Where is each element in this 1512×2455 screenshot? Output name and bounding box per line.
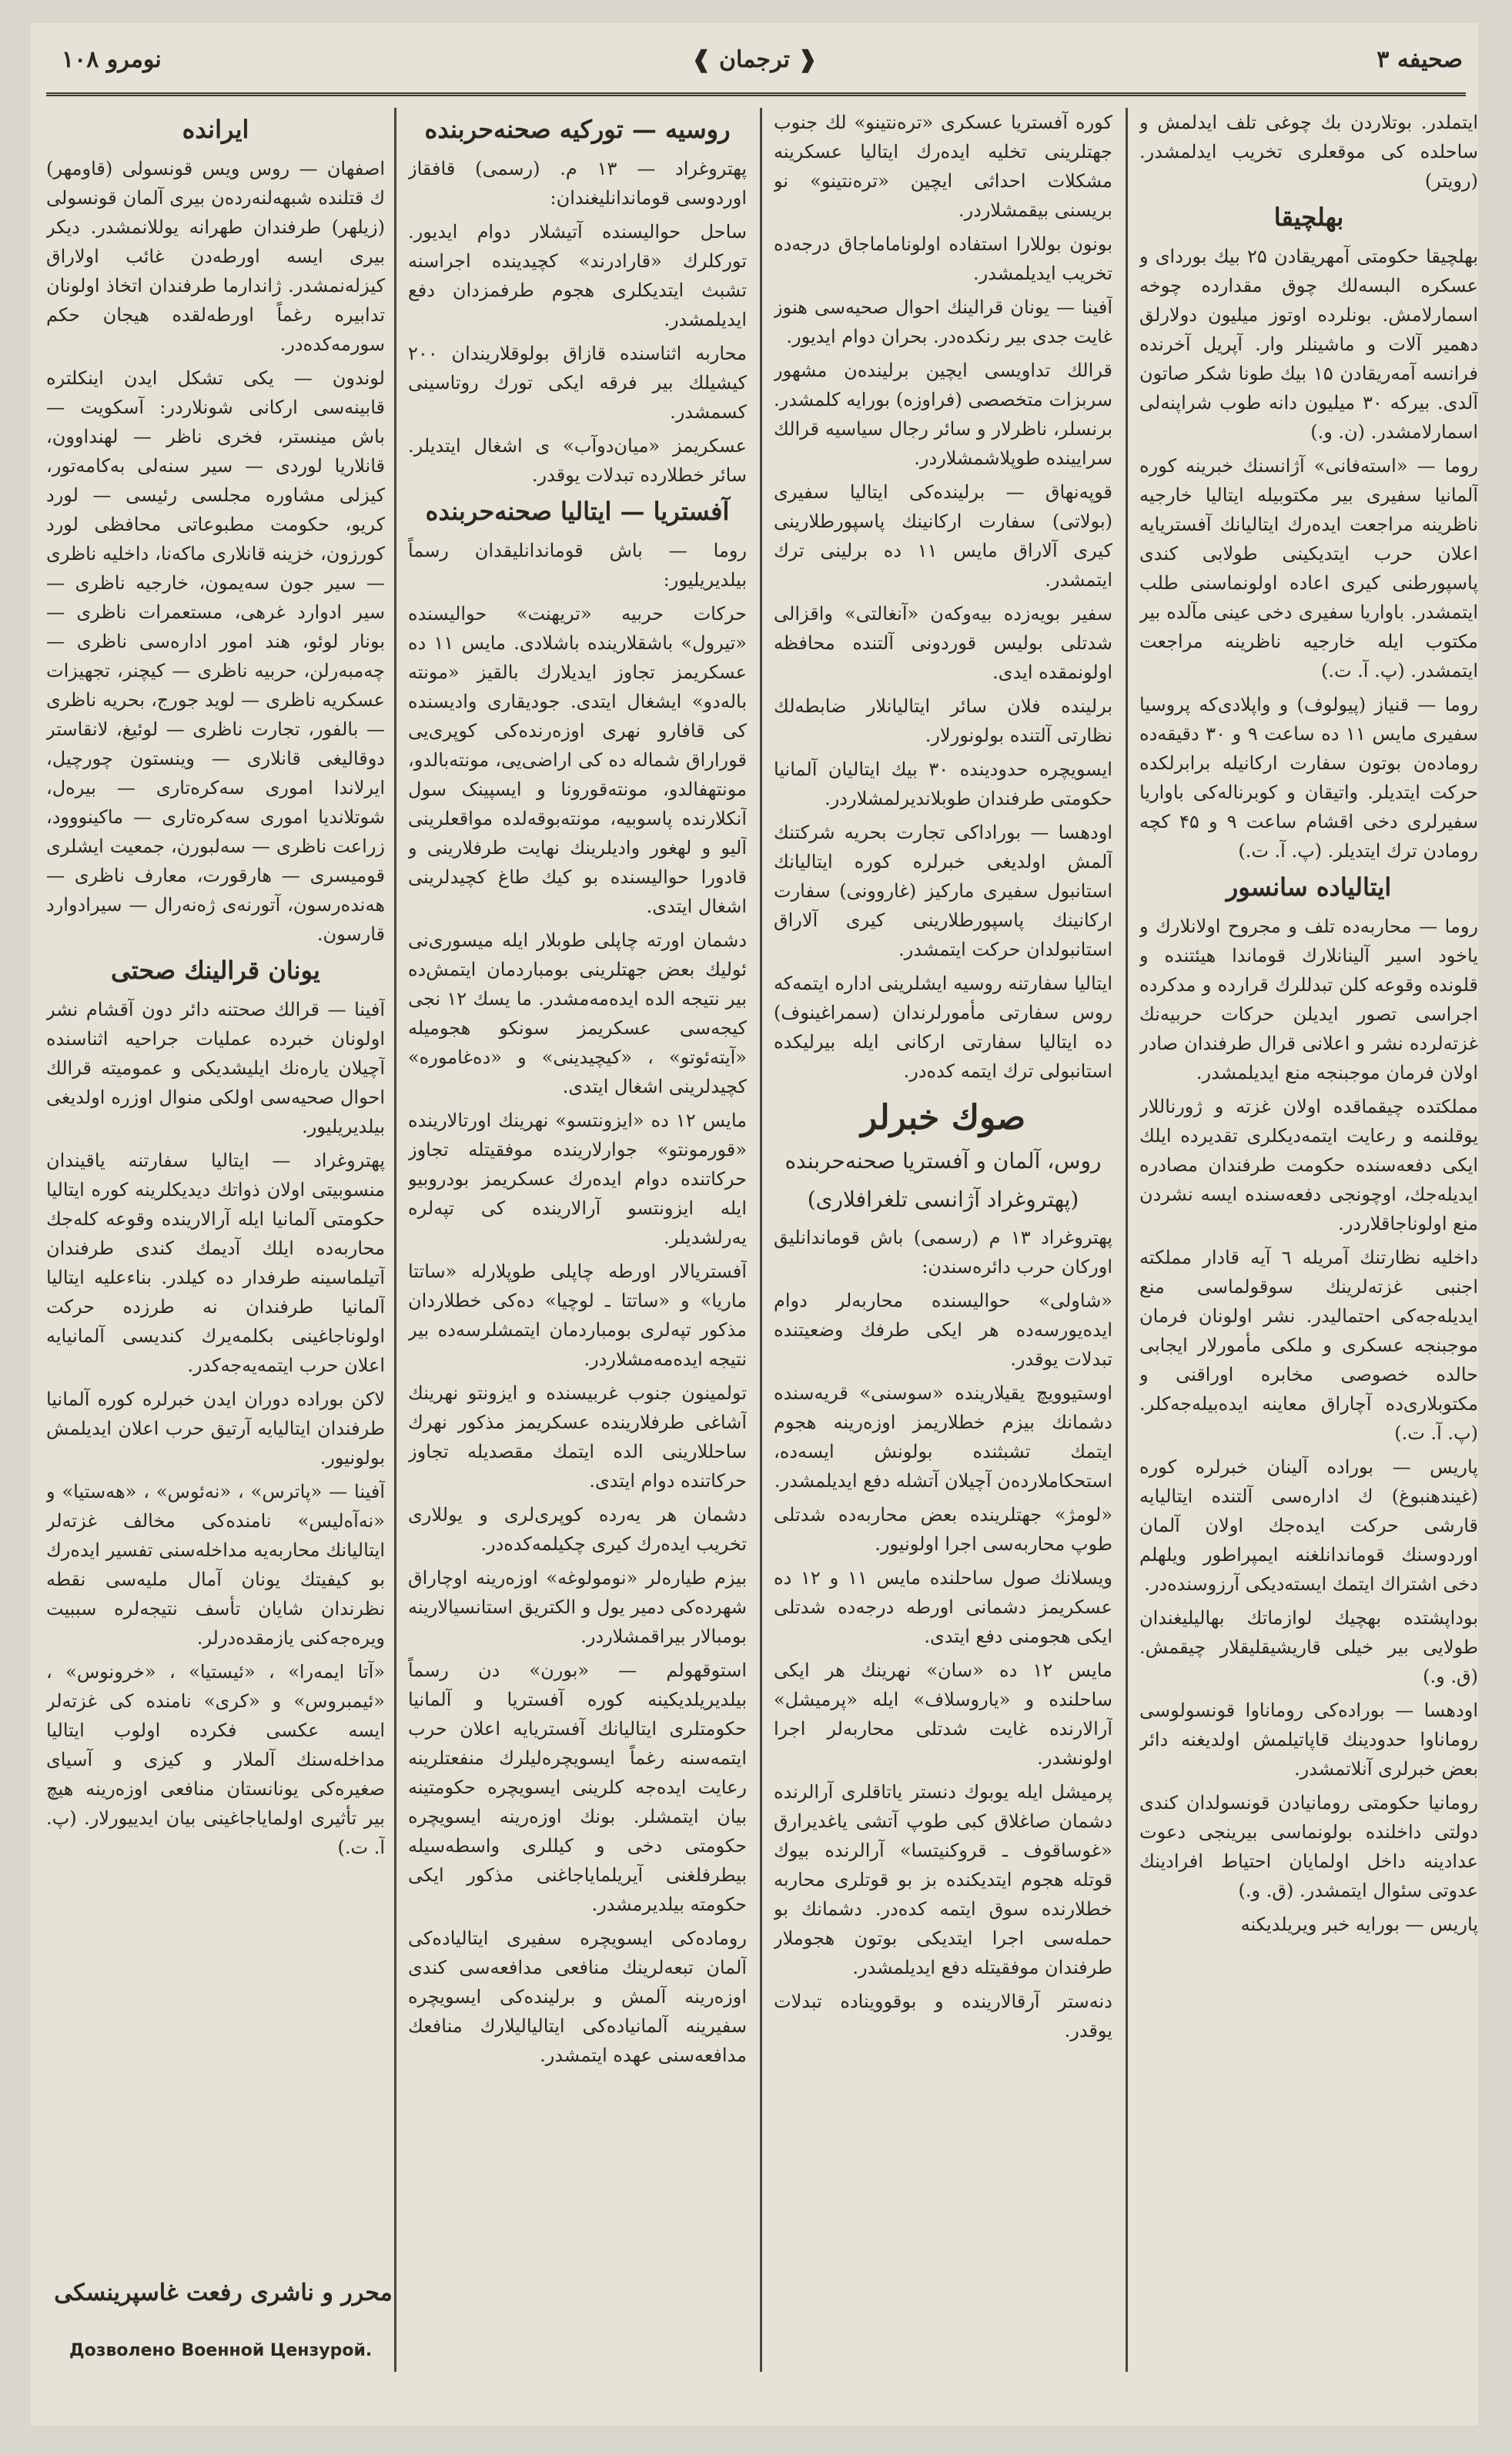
article-heading: ایرانده (182, 115, 249, 144)
paper-name: ترجمان (719, 46, 790, 73)
article-paragraph: برلینده فلان سائر ایتالیانلار ضابطه‌لك نظارتی آلتنده بولونورلار. (774, 695, 1112, 746)
article-paragraph: دشمان هر یه‌رده کوپری‌لری و یوللاری تخریب ایده‌رك کیری چکیلمه‌کده‌در. (408, 1504, 747, 1555)
issue-number: نومرو ١٠٨ (62, 46, 162, 73)
article-paragraph: کوره آفستریا عسکری «تره‌نتینو» لك جنوب جهتلرینی تخلیه ایده‌رك ایتالیا عسکرینه مشکلات احداثی ایچین «تره‌نتینو» نو بریسنی بیقمشلاردر. (774, 112, 1112, 221)
article-paragraph: آفینا — یونان قرالینك احوال صحیه‌سی هنوز غایت جدی بیر رنکده‌در. بحران دوام ایدیور. (774, 296, 1112, 347)
article-paragraph: ویسلانك صول ساحلنده مایس ۱۱ و ۱۲ ده عسکریمز دشمانی اورطه درجه‌ده شدتلی ایکی هجومنی دفع ایتدی. (774, 1567, 1112, 1647)
article-paragraph: پرمیشل ایله یوبوك دنستر یاتاقلری آرالرنده دشمان صاغلاق کبی طوپ آتشی یاغدیرارق «غوساقوف ـ قروکنیتسا» آرالرنده بیوك قوتله هجوم ایتدیکنده بز بو قوتلری محاربه خطلارنده سوق ایتمه کده‌در. دشمانك بو حمله‌سی اجرا ایتدیکی بوتون هجوملار طرفندان موفقیتله دفع ایدیلمشدر. (774, 1781, 1112, 1978)
article-heading: یونان قرالینك صحتی (111, 956, 320, 985)
article-paragraph: روما — باش قوماندانلیقدان رسماً بیلدیریلیور: (408, 540, 747, 591)
article-heading: آفستریا — ایتالیا صحنه‌حربنده (425, 497, 730, 526)
article-paragraph: مایس ۱۲ ده «ایزونتسو» نهرینك اورتالارینده «قورمونتو» جوارلارینده موفقیتله تجاوز حرکاتنده دوام ایده‌رك عسکریمز بودروبیو ایله ایزونتسو آرالارینده کی تپه‌لره یه‌رلشدیلر. (408, 1110, 747, 1248)
article-paragraph: پهتروغراد — ۱۳ م. (رسمی) قافقاز اوردوسی قوماندانلیغندان: (408, 158, 747, 209)
article-paragraph: ایسویچره حدودینده ۳۰ بیك ایتالیان آلمانیا حکومتی طرفندان طوبلاندیرلمشلاردر. (774, 759, 1112, 809)
article-paragraph: اودهسا — بورادا‌کی تجارت بحریه شرکتنك آلمش اولدیغی خبرلره کوره ایتالیانك استانبول سفیری مارکیز (غاروونی) سفارت ارکانینك پاسپورطلارینی کیری آلاراق استانبولدان حرکت ایتمشدر. (774, 822, 1112, 960)
paper-title (691, 46, 817, 73)
section-heading: صوك خبرلر (860, 1098, 1026, 1137)
article-paragraph: «آتا ایمه‌را» ، «ئیستیا» ، «خرونوس» ، «ئیمبروس» و «کری» نامنده کی غزته‌لر ایسه عکسی فکرده اولوب ایتالیا مداخله‌سنك آلملار و کیزی و آسیای صغیره‌کی یونانستان منافعی اوزه‌رینه هیچ بیر تأثیری اولمایاجاغینی بیان ایدییورلار. (پ. آ. ت.) (46, 1661, 385, 1858)
article-paragraph: پهتروغراد ۱۳ م (رسمی) باش قوماندانلیق اورکان حرب دائره‌سندن: (774, 1227, 1112, 1278)
ornament-icon: ❰ (798, 46, 818, 73)
article-paragraph: عسکریمز «میان‌دوآب» ی اشغال ایتدیلر. سائر خطلارده تبدلات یوقدر. (408, 435, 747, 486)
article-paragraph: دنه‌ستر آرقالارینده و بوقوویناده تبدلات یوقدر. (774, 1991, 1112, 2041)
article-paragraph: ساحل حوالیسنده آتیشلار دوام ایدیور. تورکلرك «قارادرند» کچیدینده اجراسنه تشبث ایتدیکلری هجوم طرفمزدان دفع ایدیلمشدر. (408, 221, 747, 330)
article-paragraph: پهتروغراد — ایتالیا سفارتنه یاقیندان منسوبیتی اولان ذواتك دیدیکلرینه کوره ایتالیا حکومتی آلمانیا ایله آرالارینده وقوعه کله‌جك محاربه‌ده ایلك آدیمك کندی طرفندان آتیلماسینه طرفدار ده کیلدر. بناءعلیه ایتالیا آلمانیا طرفندان نه طرزده حرکت اولوناجاغینی بکلمه‌یرك کندیسی آلمانیایه اعلان حرب ایتمه‌یه‌جه‌کدر. (46, 1150, 385, 1376)
masthead-rule (46, 92, 1466, 96)
article-paragraph: اصفهان — روس ویس قونسولی (قاومهر) ك قتلنده شبهه‌لنه‌رده‌ن بیری آلمان قونسولی (زیلهر) طرفندان طهرانه یوللانمشدر. دیکر بیری ایسه اورطه‌دن غائب اولاراق کیزله‌نمشدر. ژاندارما طرفندان اتخاذ اولونان تدابیره رغماً اورطه‌لقده هیجان حکم سورمه‌کده‌در. (46, 158, 385, 355)
censor-line: Дозволено Военной Цензурой. (69, 2341, 373, 2360)
article-paragraph: آفینا — «پاترس» ، «نه‌ئوس» ، «هه‌ستیا» و «نه‌آه‌لیس» نامنده‌کی مخالف غزته‌لر ایتالیانك محاربه‌یه مداخله‌سنی تفسیر ایده‌رك بو کیفیتك یونان آمال ملیه‌سی نقطه‌ نظرندان شایان تأسف نتیجه‌لره سببیت ویره‌جه‌کنی یازمقده‌درلر. (46, 1481, 385, 1649)
article-paragraph: مملکتده چیقماقده اولان غزته و ژورناللار یوقلنمه و رعایت ایتمه‌دیکلری تقدیرده ایلك ایکی دفعه‌سنده حکومت طرفندان مصادره ایدیله‌جك، اوچونجی دفعه‌سنده ایسه نشردن منع اولوناجاقلاردر. (1139, 1096, 1478, 1234)
article-paragraph: روما — قنیاز (پیولوف) و واپلادی‌که پروسیا سفیری مایس ۱۱ ده ساعت ۹ و ۳۰ دقیقه‌ده روماده‌ن بوتون سفارت ارکانیله برابرلکده حرکت ایتدیلر. واتیقان و کوبرناله‌کی باواریا سفیرلری دخی اقشام ساعت ۹ و ۴۵ کچه رومادن ترك ایتدیلر. (پ. آ. ت.) (1139, 694, 1478, 862)
article-paragraph: بوداپشتده بهچیك لوازماتك بهالیلیغندان طولایی بیر خیلی قاریشیقلیقلار چیقمش. (ق. و.) (1139, 1607, 1478, 1687)
column-4 (46, 108, 385, 2249)
article-paragraph: لوندون — یکی تشکل ایدن اینکلتره قابینه‌سی ارکانی شونلاردر: آسکویت — باش مینستر، فخری ناظر — لهنداوون، قانلاریا لوردی — سیر سنه‌لی به‌کامه‌تور، کیزلی مشاوره مجلسی رئیسی — لورد کریو، حکومت مطبوعاتی محافظی لورد کورزون، خزینه قانلاری ماکه‌نا، داخلیه ناظری — سیر جون سه‌یمون، خارجیه ناظری — سیر ادوارد غرهی، مستعمرات ناظری — بونار لوئو، هند امور اداره‌سی ناظری — چه‌مبه‌رلن، حربیه ناظری — کیچنر، تجهیزات عسکریه ناظری — لوید جورج، بحریه ناظری — بالفور، تجارت ناظری — لوئیغ، لانقاستر دوقالیغی قانلاری — وینستون چورچیل، ایرلاندا اموری سه‌کره‌تاری — بیره‌ل، شوتلاندیا اموری سه‌کره‌تاری — ماکینووود، زراعت ناظری — سه‌لبورن، جمعیت ایشلری قومیسری — هارقورت، معارف ناظری — هه‌نده‌رسون، آتورنه‌ی ژه‌نه‌رال — سیرادوارد قارسون. (46, 367, 385, 945)
article-subheading: روس، آلمان و آفستریا صحنه‌حربنده (784, 1148, 1102, 1174)
article-paragraph: رومانیا حکومتی رومانیادن قونسولدان کندی دولتی داخلنده بولونماسی بیرینجی دعوت عدادینه داخل اولمایان احتیاط افرادینك عدوتی سئوال ایتمشدر. (ق. و.) (1139, 1792, 1478, 1901)
article-paragraph: بیزم طیاره‌لر «نومولوغه» اوزه‌رینه اوچاراق شهرده‌کی دمیر یول و الکتریق استانسیالارینه بومبالار بیراقمشلاردر. (408, 1567, 747, 1647)
article-paragraph: محاربه اثناسنده قازاق بولوقلاریندان ۲۰۰ کیشیلك بیر فرقه ایکی تورك روتاسینی کسمشدر. (408, 343, 747, 423)
article-paragraph: مایس ۱۲ ده «سان» نهرینك هر ایکی ساحلنده و «یاروسلاف» ایله «پرمیشل» آرالارنده غایت شدتلی محاربه‌لر اجرا اولونشدر. (774, 1660, 1112, 1769)
column-1 (1139, 108, 1478, 2380)
column-divider (1126, 108, 1128, 2372)
article-paragraph: آفینا — قرالك صحتنه دائر دون آقشام نشر اولونان خبرده عملیات جراحیه اثناسنده آچیلان یاره‌نك ایلیشدیکی و عمومیته قرالك احوال صحیه‌سی اولکی منوال اوزره اولدیغی بیلدیریلیور. (46, 999, 385, 1137)
article-paragraph: استوقهولم — «بورن» دن رسماً بیلدیریلدیکینه کوره آفستریا و آلمانیا حکومتلری ایتالیانك آفستریایه اعلان حرب ایتمه‌سنه رغماً ایسویچره‌لیلرك منفعتلرینه رعایت ایده‌جه کلرینی ایسویچره حکومتینه بیان ایتمشلر. بونك اوزه‌رینه ایسویچره حکومتی دخی و کیللری واسطه‌سیله بیطرفلغنی آیریلمایاجاغنی مذکور ایکی حکومته بیلدیرمشدر. (408, 1660, 747, 1915)
article-paragraph: آفستریالار اورطه چاپلی طوپلارله «ساتتا ماریا» و «ساتتا ـ لوچیا» ده‌کی خطلاردان مذکور تپه‌لری بومباردمان ایتمشلرسه‌ده بیر نتیجه ایده‌مه‌مشلاردر. (408, 1261, 747, 1370)
column-3 (408, 108, 747, 2380)
article-subheading: (پهتروغراد آژانسی تلغرافلاری) (807, 1187, 1079, 1212)
ornament-icon: ❱ (691, 46, 711, 73)
article-paragraph: «لومژ» جهتلرینده بعض محاربه‌ده شدتلی طوپ محاربه‌سی اجرا اولونیور. (774, 1504, 1112, 1555)
article-paragraph: روما — «استه‌فانی» آژانسنك خبرینه کوره آلمانیا سفیری بیر مکتوبیله ایتالیا خارجیه ناظرینه مراجعت ایده‌رك ایتالیانك آفستریایه اعلان حرب ایتدیکینی طولابی کندی پاسپورطنی کیری اعاده اولونماسنی طلب ایتمشدر. باواریا سفیری دخی عینی مآلده بیر مکتوب ایله خارجیه ناظرینه مراجعت ایتمشدر. (پ. آ. ت.) (1139, 455, 1478, 682)
article-paragraph: بهلچیقا حکومتی آمهریقادن ۲۵ بیك بوردای و عسکره البسه‌لك چوق مقدارده چوخه اسمارلامش. بونلرده اوتوز میلیون دولارلق دهمیر آلات و ماشینلر وار. آپریل آخرنده فرانسه آمه‌ریقادن ۱۵ بیك طونا شکر صاتون آلدی. بیرکه ۳۰ میلیون دانه طوب شراپنه‌لی اسمارلامشدر. (ن. و.) (1139, 246, 1478, 443)
article-paragraph: قرالك تداویسی ایچین برلینده‌ن مشهور سربزات متخصصی (فراوزه) بورایه کلمشدر. برنسلر، ناظرلار و سائر رجال سیاسیه قرالك سرایینده طوپلاشمشلاردر. (774, 360, 1112, 469)
article-paragraph: اودهسا — بوراده‌کی روماناوا قونسولوسی روماناوا حدودینك قاپاتیلمش اولدیغنه دائر بعض خبرلری آنلاتمشدر. (1139, 1700, 1478, 1780)
article-paragraph: لاکن بوراده دوران ایدن خبرلره کوره آلمانیا طرفندان ایتالیایه آرتیق حرب اعلان ایدیلمش بولونیور. (46, 1388, 385, 1469)
article-paragraph: روماده‌کی ایسویچره سفیری ایتالیاده‌کی آلمان تبعه‌لرینك منافعی مدافعه‌سی کندی اوزه‌رینه آلمش و برلینده‌کی ایسویچره سفیرینه آلمانیاده‌کی ایتالیالیلارك منافعك مدافعه‌سنی عهده ایتمشدر. (408, 1927, 747, 2066)
article-paragraph: پاریس — بوراده آلینان خبرلره کوره (غیندهنبوغ) ك اداره‌سی آلتنده ایتالیایه قارشی حرکت ایده‌جك اولان آلمان اوردوسنك قوماندانلغنه ایمپراطور ویلهلم دخی اشتراك ایتمك ایسته‌دیکی آرزوسنده‌در. (1139, 1456, 1478, 1595)
article-paragraph: بونون بوللارا استفاده اولوناماماجاق درجه‌ده تخریب ایدیلمشدر. (774, 233, 1112, 284)
article-heading: ایتالیاده سانسور (1226, 872, 1392, 902)
article-paragraph: ایتالیا سفارتنه روسیه ایشلرینی اداره ایتمه‌که روس سفارتی مأمورلرندان (سمراغینوف) ده ایتالیا سفارتی ارکانی ایله بیرلیکده استانبولی ترك ایتمه کده‌در. (774, 973, 1112, 1082)
page-number: صحیفه ۳ (1377, 46, 1463, 73)
column-2 (774, 108, 1112, 2380)
article-paragraph: حرکات حربیه «تریهنت» حوالیسنده «تیرول» باشقلارینده باشلادی. مایس ۱۱ ده عسکریمز تجاوز ایدیلارك بالقیز «مونته باله‌دو» ایشغال ایتدی. جودیقاری وادیسنده کی قافارو نهری اوزه‌رنده‌کی کوپری‌یی قوراراق شماله ده کی اراضی‌یی، مونته‌بالدو، مونتهفالدو، مونته‌قورونا و ایسپینک سول آنکلارنده پاسوبیه، مونته‌بوقه‌لده مواقعلرینی آلیو و لهغور وادیلرینك نهایت طرفلارینی و قادورا حوالیسنده بو کیك طاغ کچیدلرینی اشغال ایتدی. (408, 603, 747, 917)
article-heading: روسیه — تورکیه صحنه‌حربنده (424, 115, 731, 144)
publisher-line: محرر و ناشری رفعت غاسپرینسکی (54, 2279, 393, 2306)
article-paragraph: روما — محاربه‌ده تلف و مجروح اولانلارك و یاخود اسیر آلینانلارك قوماندا هیئتنده و قلونده وقوعه کلن تبدللرك قرارده و مدکرده اجراسی تصور ایدیلن حرکات حربیه‌نك غزته‌لرده نشر و اعلانی قرال طرفندان صادر اولان فرمان موجبنجه منع ایدیلمشدر. (1139, 916, 1478, 1083)
article-paragraph: قوپه‌نهاق — برلینده‌کی ایتالیا سفیری (بولاتی) سفارت ارکانینك پاسپورطلارینی کیری آلاراق مایس ۱۱ ده برلینی ترك ایتمشدر. (774, 481, 1112, 591)
article-heading: بهلچیقا (1273, 203, 1344, 232)
article-paragraph: اوستیوویچ یقیلارینده «سوسنی» قریه‌سنده دشمانك بیزم خطلاریمز اوزه‌رینه هجوم ایتمك تشبثنده بولونش ایسه‌ده، استحکاملارده‌ن آچیلان آتشله دفع ایدیلمشدر. (774, 1382, 1112, 1492)
column-divider (394, 108, 396, 2372)
article-paragraph: دشمان اورته چاپلی طوبلار ایله میسوری‌نی ئولیك بعض جهتلرینی بومباردمان ایتمش‌ده بیر نتیجه الده ایده‌مه‌مشدر. ما‌ یسك ۱۲ نجی کیجه‌سی عسکریمز سونکو هجومیله «آیته‌ئوتو» ، «کیچیدینی» و «ده‌غاموره» کچیدلرینی اشغال ایتدی. (408, 929, 747, 1097)
article-paragraph: تولمینون جنوب غربیسنده و ایزونتو نهرینك آشاغی طرفلارینده عسکریمز مذکور نهرك ساحللارینی الده ایتمك مقصدیله تجاوز حرکاتنده دوام ایتدی. (408, 1382, 747, 1492)
article-paragraph: ایتملدر. بوتلاردن بك چوغی تلف ایدلمش و ساحلده کی موقعلری تخریب ایدلمشدر. (رویتر) (1139, 112, 1478, 192)
article-paragraph: «شاولی» حوالیسنده محاربه‌لر دوام ایده‌یورسه‌ده هر ایکی طرفك وضعیتنده تبدلات یوقدر. (774, 1290, 1112, 1370)
article-paragraph: سفیر بویه‌زده بیه‌وکه‌ن «آنغالتی» واقزالی شدتلی بولیس قوردونی آلتنده محافظه اولونمقده ایدی. (774, 603, 1112, 683)
article-paragraph: پاریس — بورایه خبر ویریلدیکنه (1240, 1914, 1478, 1935)
article-paragraph: داخلیه نظارتنك آمریله ٦ آیه قادار مملکته اجنبی غزته‌لرینك سوقولماسی منع ایدیله‌جه‌کی احتمالیدر. نشر اولونان فرمان موجبنجه عسکری و ملکی مأمورلار ایجابی حالده خصوصی مخابره اوراقنی و مکتوبلاری‌ده آچاراق معاینه ایده‌بیله‌جه‌کلر. (پ. آ. ت.) (1139, 1247, 1478, 1444)
column-divider (760, 108, 762, 2372)
